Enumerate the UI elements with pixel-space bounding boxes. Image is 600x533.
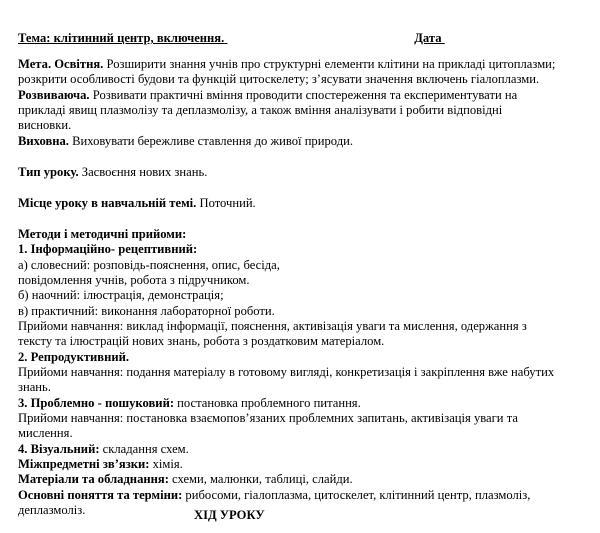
method-3-practices-1-text: Прийоми навчання: постановка взаємопов’язаних проблемних запитань, активізація уваги та — [18, 411, 518, 425]
terms-value-2: деплазмоліз. — [18, 503, 86, 517]
goal-dev-text-3: висновки. — [18, 118, 72, 132]
goal-upb-text: Виховувати бережливе ставлення до живої природи. — [72, 134, 353, 148]
method-1-c-text: в) практичний: виконання лабораторної роботи. — [18, 304, 275, 318]
materials-value: схеми, малюнки, таблиці, слайди. — [168, 472, 353, 486]
method-3-line — [18, 396, 361, 411]
goal-dev-text-2: прикладі явищ плазмолізу та деплазмолізу, а також вміння аналізувати і робити відповідні — [18, 103, 503, 117]
method-1-practices-1 — [18, 319, 527, 334]
interdisciplinary-links-label: Міжпредметні зв’язки: — [18, 457, 150, 471]
interdisciplinary-links-value: хімія. — [149, 457, 183, 471]
topic-underline-gap — [224, 31, 414, 46]
topic-title: Тема: клітинний центр, включення. — [18, 31, 225, 45]
methods-heading — [18, 227, 186, 242]
goal-dev-text-1: Розвивати практичні вміння проводити спостереження та експериментувати на — [92, 88, 518, 102]
method-1-practices-2 — [18, 334, 384, 349]
method-1-title — [18, 242, 197, 257]
method-1-a-text: а) словесний: розповідь-пояснення, опис, бесіда, — [18, 258, 280, 272]
method-1-b — [18, 288, 224, 303]
goal-edu-line-2 — [18, 72, 539, 87]
goal-edu-line-1 — [18, 57, 555, 72]
lesson-flow-heading-text: ХІД УРОКУ — [194, 508, 265, 522]
goal-edu-label: Мета. Освітня. — [18, 57, 104, 71]
method-1-a — [18, 258, 280, 273]
terms-line-2 — [18, 503, 85, 518]
lesson-flow-heading — [194, 508, 265, 523]
method-2-practices-1-text: Прийоми навчання: подання матеріалу в готовому вигляді, конкретизація і закріплення вже набутих — [18, 365, 555, 379]
materials-line — [18, 472, 353, 487]
lesson-place-value: Поточний. — [199, 196, 256, 210]
method-1-a2-text: повідомлення учнів, робота з підручником. — [18, 273, 250, 287]
method-3-title: 3. Проблемно - пошуковий: — [18, 396, 175, 410]
method-4-text: складання схем. — [99, 442, 189, 456]
terms-line-1 — [18, 488, 530, 503]
date-underline-tail — [442, 31, 448, 46]
method-1-practices-2-text: тексту та ілюстрацій нових знань, робота з роздатковим матеріалом. — [18, 334, 385, 348]
method-4-title: 4. Візуальний: — [18, 442, 100, 456]
method-2-practices-1 — [18, 365, 554, 380]
lesson-type-label: Тип уроку. — [18, 165, 79, 179]
goal-dev-line-2 — [18, 103, 502, 118]
lesson-place-label: Місце уроку в навчальній темі. — [18, 196, 197, 210]
materials-label: Матеріали та обладнання: — [18, 472, 169, 486]
date-label: Дата — [414, 31, 442, 45]
lesson-type-line — [18, 165, 207, 180]
method-1-practices-1-text: Прийоми навчання: виклад інформації, пояснення, активізація уваги та мислення, одержання з — [18, 319, 527, 333]
method-1-b-text: б) наочний: ілюстрація, демонстрація; — [18, 288, 224, 302]
method-3-text: постановка проблемного питання. — [174, 396, 361, 410]
method-2-title — [18, 350, 129, 365]
method-2-practices-2-text: знань. — [18, 380, 51, 394]
goal-edu-text-1: Розширити знання учнів про структурні елементи клітини на прикладі цитоплазми; — [106, 57, 556, 71]
method-2-title-text: 2. Репродуктивний. — [18, 350, 129, 364]
methods-heading-text: Методи і методичні прийоми: — [18, 227, 187, 241]
interdisciplinary-links-line — [18, 457, 183, 472]
goal-upb-line — [18, 134, 353, 149]
method-1-a2 — [18, 273, 250, 288]
method-3-practices-2-text: мислення. — [18, 426, 73, 440]
goal-upb-label: Виховна. — [18, 134, 69, 148]
method-1-title-text: 1. Інформаційно- рецептивний: — [18, 242, 198, 256]
goal-dev-label: Розвиваюча. — [18, 88, 90, 102]
goal-dev-line-3 — [18, 118, 71, 133]
goal-edu-text-2: розкрити особливості будови та функцій цитоскелету; з’ясувати значення включень гіалоплазми. — [18, 72, 540, 86]
method-2-practices-2 — [18, 380, 51, 395]
topic-line — [18, 31, 448, 46]
goal-dev-line-1 — [18, 88, 517, 103]
method-3-practices-2 — [18, 426, 73, 441]
terms-value-1: рибосоми, гіалоплазма, цитоскелет, клітинний центр, плазмоліз, — [182, 488, 531, 502]
lesson-type-value: Засвоєння нових знань. — [81, 165, 208, 179]
method-4-line — [18, 442, 189, 457]
method-1-c — [18, 304, 275, 319]
terms-label: Основні поняття та терміни: — [18, 488, 183, 502]
lesson-place-line — [18, 196, 256, 211]
method-3-practices-1 — [18, 411, 518, 426]
